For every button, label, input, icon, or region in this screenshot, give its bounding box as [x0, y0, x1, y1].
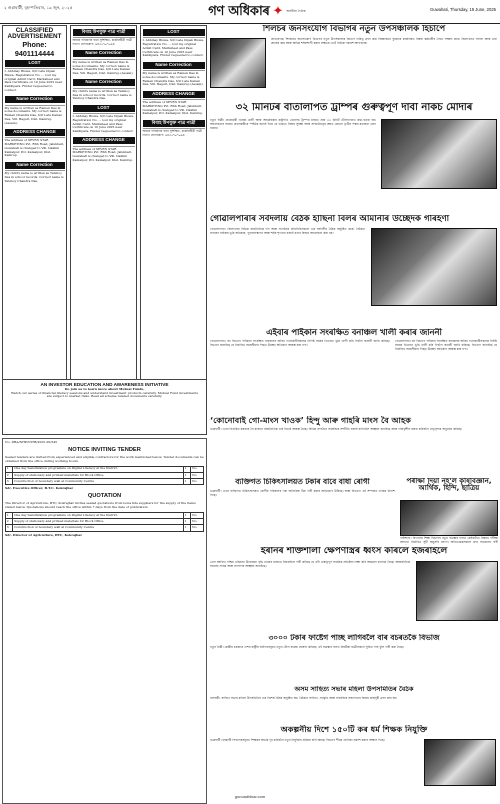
name-correction-heading: Name Correction: [5, 96, 65, 103]
tender-reference: No. DBA/NHP/NITB/2025-26/345: [5, 440, 58, 444]
tender-table: [5, 466, 204, 486]
lost-heading: LOST: [5, 60, 65, 67]
tender-table-cell: 1: [6, 466, 13, 472]
correction-notice-two: My child's name is written as Tanmoy Das in school records. Correct name is Tanmoy Chandra Das.: [73, 88, 135, 103]
story-modi-trump: [210, 103, 498, 215]
name-correction-notice-three: My name is written as Ramen Das in some documents. My correct name is Ramen Chandra Das, S/O Late Kamal Das, Vill. Baguri, Dist. Kamrup (Assam).: [143, 70, 205, 89]
quotation-table-cell: 1: [183, 525, 190, 531]
address-change-heading-two: ADDRESS CHANGE: [73, 137, 135, 144]
story-headline: গোৱালপাৰাৰ সৰ্বদলীয় বৈঠক হাছিনা বিলৰ আমানীৰ উচ্ছেদক গৰিহণা: [210, 215, 450, 224]
quotation-table-cell: No.: [191, 512, 204, 518]
story-body: নতুন দিল্লী। কেন্দ্ৰীয় চৰকাৰে দেশৰ ৰাষ্ট্ৰীয় ঘাইপথসমূহত নতুন টোল ব্যৱস্থা ঘোষণা কৰিছে। এই ব্যৱস্থাৰ ফলত নিয়মীয়া যাত্ৰীসকলে সুবিধা পাব বুলি দাবী কৰা হৈছে।: [210, 645, 404, 649]
quotation-table-cell: One day Sensitization programme on Digital Literacy at the District: [13, 512, 184, 518]
address-change-heading-three: ADDRESS CHANGE: [143, 91, 205, 98]
address-change-notice: The address of SEVEN STAR MARKETING Pvt. RSS Road, Jalukbari, Guwahati is changed to Vill. Dakhin Kamalpur, P.O. Kamalpur, Dist. Kamrup.: [5, 137, 65, 160]
story-headline: শিলচৰ জনসংযোগ বিভাগৰ নতুন উপসঞ্চালক হিচাপে: [262, 25, 446, 34]
story-headline: অসম সাহিত্য সভাৰ মহিলা উপসমিতিৰ বৈঠক: [294, 686, 414, 693]
classified-title: CLASSIFIED ADVERTISEMENT: [7, 26, 62, 41]
story-headline: এইবাৰ পাইকান সংৰক্ষিত বনাঞ্চল খালী কৰাৰ জাননী: [266, 328, 442, 337]
quotation-signature: Sd/- Director of Agriculture, BTC, Kokrajhar: [5, 532, 82, 537]
story-body: গুৱাহাটী। এখন ব্যক্তিগত চিকিৎসালয়ত ৰোগীৰ পৰিয়ালৰ পৰা অতিৰিক্ত টকা দাবী কৰাৰ অভিযোগ উঠিছে। স্বাস্থ্য বিভাগে এই সম্পৰ্কত তদন্তৰ নিৰ্দেশ দিছে।: [210, 489, 395, 497]
story-fastag: [210, 634, 498, 686]
marriage-notice: আমাৰ পৰিয়ালৰ বাবে সুশিক্ষিত, চাকৰিজীৱী পাত্ৰী লাগে। যোগাযোগ: ৯৪৩৫৭০৭০৯৪: [73, 37, 135, 49]
story-headline: ৩০০০ টকাৰ ফাষ্টেগ পাচ্ছ লাগিবলৈ বাৰ বচৰতকৈ বিভাজ: [268, 634, 440, 642]
tender-table-cell: Construction of boundary wall at Community Centre: [13, 479, 184, 485]
classified-phone: Phone: 9401114444: [14, 39, 55, 58]
classified-section: [2, 25, 207, 435]
investor-subtitle: Do join us to learn more about Mutual Funds.: [64, 386, 145, 391]
investor-title: AN INVESTOR EDUCATION AND AWARENESS INITIATIVE: [40, 382, 169, 387]
story-body: পাঠশালা। বিদ্যালয় শিক্ষা বিভাগৰ নতুন ব্যৱস্থাৰ ফলত কেইবাটাও বিষয়ৰ পৰীক্ষা আগতে নিৰ্ধাৰিত সূচী অনুসৰি নহ'ল। অভিভাৱকসকলে দ্ৰুত সমাধানৰ দাবী: [400, 536, 498, 544]
correction-heading-two: Name Correction: [73, 79, 135, 86]
story-literature-meeting: [210, 686, 498, 724]
lost-notice: I, Abhinay Biswa, S/O Late Dipak Biswa, Registration No. ... lost my original Admit Card, Marksheet and Pass Certificate on 10 June 2025 near Kahilipara. Finder requested to contact.: [5, 68, 65, 95]
tender-table-cell: 3: [6, 479, 13, 485]
story-body: গুৱাহাটী। চৰকাৰী বিদ্যালয়সমূহত শিক্ষকৰ অভাৱ দূৰ কৰিবলৈ নতুন নিযুক্তিৰ প্ৰক্ৰিয়া চলি আছে। বিভাগে শীঘ্ৰে তালিকা প্ৰকাশ কৰাৰ আশ্বাস দিছে।: [210, 738, 385, 742]
classified-column-one: [2, 25, 67, 435]
story-headline: ‘কোনোবাই গো-মাংস খাওক’ হিন্দু আৰু গাহৰি মাংস বৈ আহক: [210, 416, 411, 425]
marriage-heading: বিবাহ উপযুক্ত পাত্ৰ পাত্ৰী: [73, 29, 135, 36]
correction-notice-one: My child's name is written as Tanmoy Das in school records. Correct name is Tanmoy Chandra Das.: [5, 170, 65, 185]
story-food-comment: [210, 416, 498, 474]
tender-intro: Sealed tenders are invited from experienced and eligible contractors for the work mentioned below. Tender documents can be obtained from the office during working hours.: [5, 454, 204, 463]
quotation-table-cell: 1: [183, 519, 190, 525]
story-headline: পৰীক্ষা দিয়া নহ'ল কৃষিবিজ্ঞান, আৰ্থিক, হিন্দি, ছাত্ৰিয়: [406, 478, 492, 493]
story-headline: ৩২ মিনিটৰ বাৰ্তালাপত ট্ৰাম্পৰ গুৰুত্বপূৰ্ণ দাবী নাকচ মোদীৰ: [235, 103, 473, 113]
correction-heading-one: Name Correction: [5, 162, 65, 169]
story-body: নতুন দিল্লী। প্ৰধানমন্ত্ৰী নৰেন্দ্ৰ মোদী আৰু আমেৰিকাৰ ৰাষ্ট্ৰপতি ডোনাল্ড ট্ৰাম্পৰ মাজত প্ৰায় ৩২ মিনিট টেলিফোনত কথা-বতৰা হয়। আলোচনাৰ সময়ত প্ৰধানমন্ত্ৰীয়ে স্পষ্টকৈ জনাই দিয়ে যে ভাৰতে নিজৰ সুৰক্ষা আৰু সাৰ্বভৌমত্বৰ প্ৰশ্নত কোনো তৃতীয় পক্ষৰ মধ্যস্থতা গ্ৰহণ নকৰে।: [210, 118, 376, 130]
investor-awareness-ad: [2, 379, 207, 435]
quotation-table-cell: Supply of stationary and printed materials for Block Office: [13, 519, 184, 525]
tender-table-cell: No.: [191, 466, 204, 472]
masthead-logo: [202, 2, 312, 22]
story-headline: অকল্পনীয় দিশে ১৫০টি কৰ ধৰ্ম শিক্ষক নিযুক্তি: [280, 725, 428, 734]
story-photo: [371, 228, 497, 306]
quotation-table: [5, 512, 204, 532]
lost-heading-two: LOST: [73, 105, 135, 112]
classified-column-three: [140, 25, 207, 435]
story-photo: [424, 739, 496, 786]
quotation-table-cell: 1: [6, 512, 13, 518]
quotation-table-cell: 3: [6, 525, 13, 531]
masthead-bar: [0, 0, 500, 24]
story-photo: [400, 500, 498, 536]
tender-signature: Sd/- Executive Officer, B.T.C. Kokrajhar: [5, 486, 74, 491]
tender-table-cell: 1: [183, 479, 190, 485]
story-body: তেল আবিব। পশ্চিম এছিয়াত উত্তেজনা বৃদ্ধি হোৱাৰ মাজতে ইজৰাইলে দাবী কৰিছে যে এটা গুৰুত্বপূৰ্ণ সামৰিক প্ৰতিষ্ঠান লক্ষ্য কৰি আক্ৰমণ চলোৱা হৈছে। আন্তৰ্জাতিক সমাজে সংযম আৰু সংলাপৰ আহ্বান জনাইছে।: [210, 560, 410, 568]
story-photo: [210, 38, 266, 88]
page-dateline: Guwahati, Thursday, 19 June, 2025: [430, 7, 496, 12]
name-correction-heading-three: Name Correction: [143, 62, 205, 69]
story-exam: [400, 478, 498, 545]
story-photo: [381, 119, 497, 189]
quotation-table-cell: Construction of boundary wall at Community Centre: [13, 525, 184, 531]
story-private-hospital: [210, 478, 395, 545]
tender-table-cell: Supply of stationary and printed materials for Block Office: [13, 472, 184, 478]
story-teacher-recruitment: [210, 725, 498, 804]
story-body: প্ৰতিবেদক। শিলচৰত জনসংযোগ বিভাগৰ নতুন উপসঞ্চালক হিচাপে দায়িত্ব গ্ৰহণ কৰা বিষয়াজনে বুধবাৰে কাৰ্যালয়ত বিষয়া কৰ্মচাৰীৰ সৈতে সাক্ষাৎ কৰে। জিলাখনত সংবাদ আৰু তথ্য প্ৰচাৰৰ কাম আৰু অধিক শক্তিশালী কৰাৰ লক্ষ্যৰে তেওঁ বিভিন্ন পৰামৰ্শ আগবঢ়ায়।: [271, 37, 497, 45]
story-pr-appointment: [210, 25, 498, 101]
story-photo: [416, 561, 498, 621]
name-correction-notice: My name is written as Ramen Das in some documents. My correct name is Ramen Chandra Das, S/O Late Kamal Das, Vill. Baguri, Dist. Kamrup (Assam).: [5, 105, 65, 128]
story-body: গুৱাহাটী। এখন বিতৰ্কিত মন্তব্যক লৈ ৰাজ্যত ৰাজনৈতিক তৰ্ক বিতৰ্ক আৰম্ভ হৈছে। বিভিন্ন সংগঠনে সামাজিক সম্প্ৰীতি বজাই ৰাখিবলৈ আহ্বান জনাইছে আৰু দায়িত্বশীল মন্তব্য কৰিবলৈ নেতৃবৃন্দক অনুৰোধ কৰিছে।: [210, 427, 463, 431]
quotation-table-cell: No.: [191, 519, 204, 525]
address-change-heading: ADDRESS CHANGE: [5, 129, 65, 136]
story-goalpara-meeting: [210, 215, 498, 322]
classified-column-two: [70, 25, 137, 435]
page-footer: gonoadhikar.com: [234, 794, 266, 799]
masthead-tagline: অসমীয়া দৈনিক: [286, 9, 306, 14]
tender-notice: [2, 438, 207, 804]
quotation-table-cell: No.: [191, 525, 204, 531]
story-body-continued: গোৱালপাৰা। বন বিভাগে পাইকান সংৰক্ষিত বনাঞ্চলৰ অবৈধ দখলকাৰীসকলক নিৰ্দিষ্ট সময়ৰ ভিতৰত ভূমি খালী কৰি দিবলৈ জাননী জাৰি কৰিছে। বিভাগে জনাইছে যে নিৰ্ধাৰিত সময়সীমাৰ পিছত উচ্ছেদ অভিযান আৰম্ভ কৰা হ'ব।: [395, 339, 497, 351]
quotation-table-cell: 2: [6, 519, 13, 525]
masthead-left-word: গণ অধিকাৰ: [208, 4, 270, 20]
marriage-notice-three: আমাৰ পৰিয়ালৰ বাবে সুশিক্ষিত, চাকৰিজীৱী পাত্ৰী লাগে। যোগাযোগ: ৯৪৩৫৭০৭০৯৪: [143, 128, 205, 140]
name-correction-notice-two: My name is written as Ramen Das in some documents. My correct name is Ramen Chandra Das, S/O Late Kamal Das, Vill. Baguri, Dist. Kamrup (Assam).: [73, 59, 135, 78]
name-correction-heading-two: Name Correction: [73, 50, 135, 57]
marriage-heading-three: বিবাহ উপযুক্ত পাত্ৰ পাত্ৰী: [143, 120, 205, 127]
quotation-table-row: [6, 525, 204, 531]
story-forest-notice: [210, 328, 498, 416]
tender-table-cell: No.: [191, 472, 204, 478]
story-body: গোৱালপাৰা। বন বিভাগে পাইকান সংৰক্ষিত বনাঞ্চলৰ অবৈধ দখলকাৰীসকলক নিৰ্দিষ্ট সময়ৰ ভিতৰত ভূমি খালী কৰি দিবলৈ জাননী জাৰি কৰিছে। বিভাগে জনাইছে যে নিৰ্ধাৰিত সময়সীমাৰ পিছত উচ্ছেদ অভিযান আৰম্ভ কৰা হ'ব।: [210, 339, 390, 347]
lost-notice-three: I, Abhinay Biswa, S/O Late Dipak Biswa, Registration No. ... lost my original Admit Card, Marksheet and Pass Certificate on 10 June 2025 near Kahilipara. Finder requested to contact.: [143, 37, 205, 60]
masthead-ornament-icon: ✦: [272, 4, 284, 20]
lost-heading-three: LOST: [143, 29, 205, 36]
story-body: নলবাৰী। সাহিত্য সভাৰ মহিলা উপসমিতিৰ এক বিশেষ বৈঠক অনুষ্ঠিত হয়। বৈঠকত সাহিত্য, সংস্কৃতি আৰু সামাজিক সজাগতাৰ বিষয়ে কাৰ্যসূচী গ্ৰহণ কৰা হয়।: [210, 696, 398, 700]
news-section: [210, 25, 498, 804]
quotation-text: The Director of Agriculture, BTC, Kokrajhar invites sealed quotations from bona fide suppliers for the supply of the items stated below. Quotations should reach the office within 7 days from the date of publication.: [5, 501, 196, 509]
address-change-notice-three: The address of SEVEN STAR MARKETING Pvt. RSS Road, Jalukbari, Guwahati is changed to Vill. Dakhin Kamalpur, P.O. Kamalpur, Dist. Kamrup.: [143, 99, 205, 118]
tender-table-cell: One day Sensitization programme on Digital Literacy at the District: [13, 466, 184, 472]
tender-table-row: [6, 479, 204, 485]
lost-notice-two: I, Abhinay Biswa, S/O Late Dipak Biswa, Registration No. ... lost my original Admit Card, Marksheet and Pass Certificate on 10 June 2025 near Kahilipara. Finder requested to contact.: [73, 113, 135, 136]
story-body: গোৱালপাৰা। জিলাখনৰ বিভিন্ন ৰাজনৈতিক দল আৰু সংগঠনৰ প্ৰতিনিধিসকলে এক সৰ্বদলীয় বৈঠক অনুষ্ঠিত কৰে। বৈঠকত সাধাৰণ ৰাইজৰ ভূমি অধিকাৰ, পুনৰসংস্থাপন আৰু শান্তি শৃংখলা বজাই ৰখাৰ বিষয়ে আলোচনা কৰা হয়।: [210, 227, 365, 235]
quotation-table-cell: 1: [183, 512, 190, 518]
tender-table-cell: 1: [183, 472, 190, 478]
investor-text: Watch our series of financial literacy sessions and understand investment products carefully. Mutual Fund investments are subject to market risks. Read all scheme related documents carefully.: [10, 390, 199, 399]
story-israel-iran: [210, 547, 498, 629]
story-headline: ব্যক্তিগত চিকিৎসালয়ত টকাৰ বাবে বাধা ৰোগী: [235, 478, 370, 486]
tender-title: NOTICE INVITING TENDER: [68, 446, 141, 453]
address-change-notice-two: The address of SEVEN STAR MARKETING Pvt. RSS Road, Jalukbari, Guwahati is changed to Vill. Dakhin Kamalpur, P.O. Kamalpur, Dist. Kamrup.: [73, 146, 135, 165]
page-meta-left: ২ গুৱাহাটী, বৃহস্পতিবাৰ, ১৯ জুন, ২০২৫: [4, 5, 73, 10]
story-headline: ইৰানৰ শক্তিশালী ক্ষেপণাস্ত্ৰৰ ধ্বংস কৰিলে ইজৰাইলে: [260, 547, 448, 556]
tender-table-cell: 1: [183, 466, 190, 472]
tender-table-cell: No.: [191, 479, 204, 485]
tender-table-cell: 2: [6, 472, 13, 478]
quotation-title: QUOTATION: [87, 493, 122, 500]
